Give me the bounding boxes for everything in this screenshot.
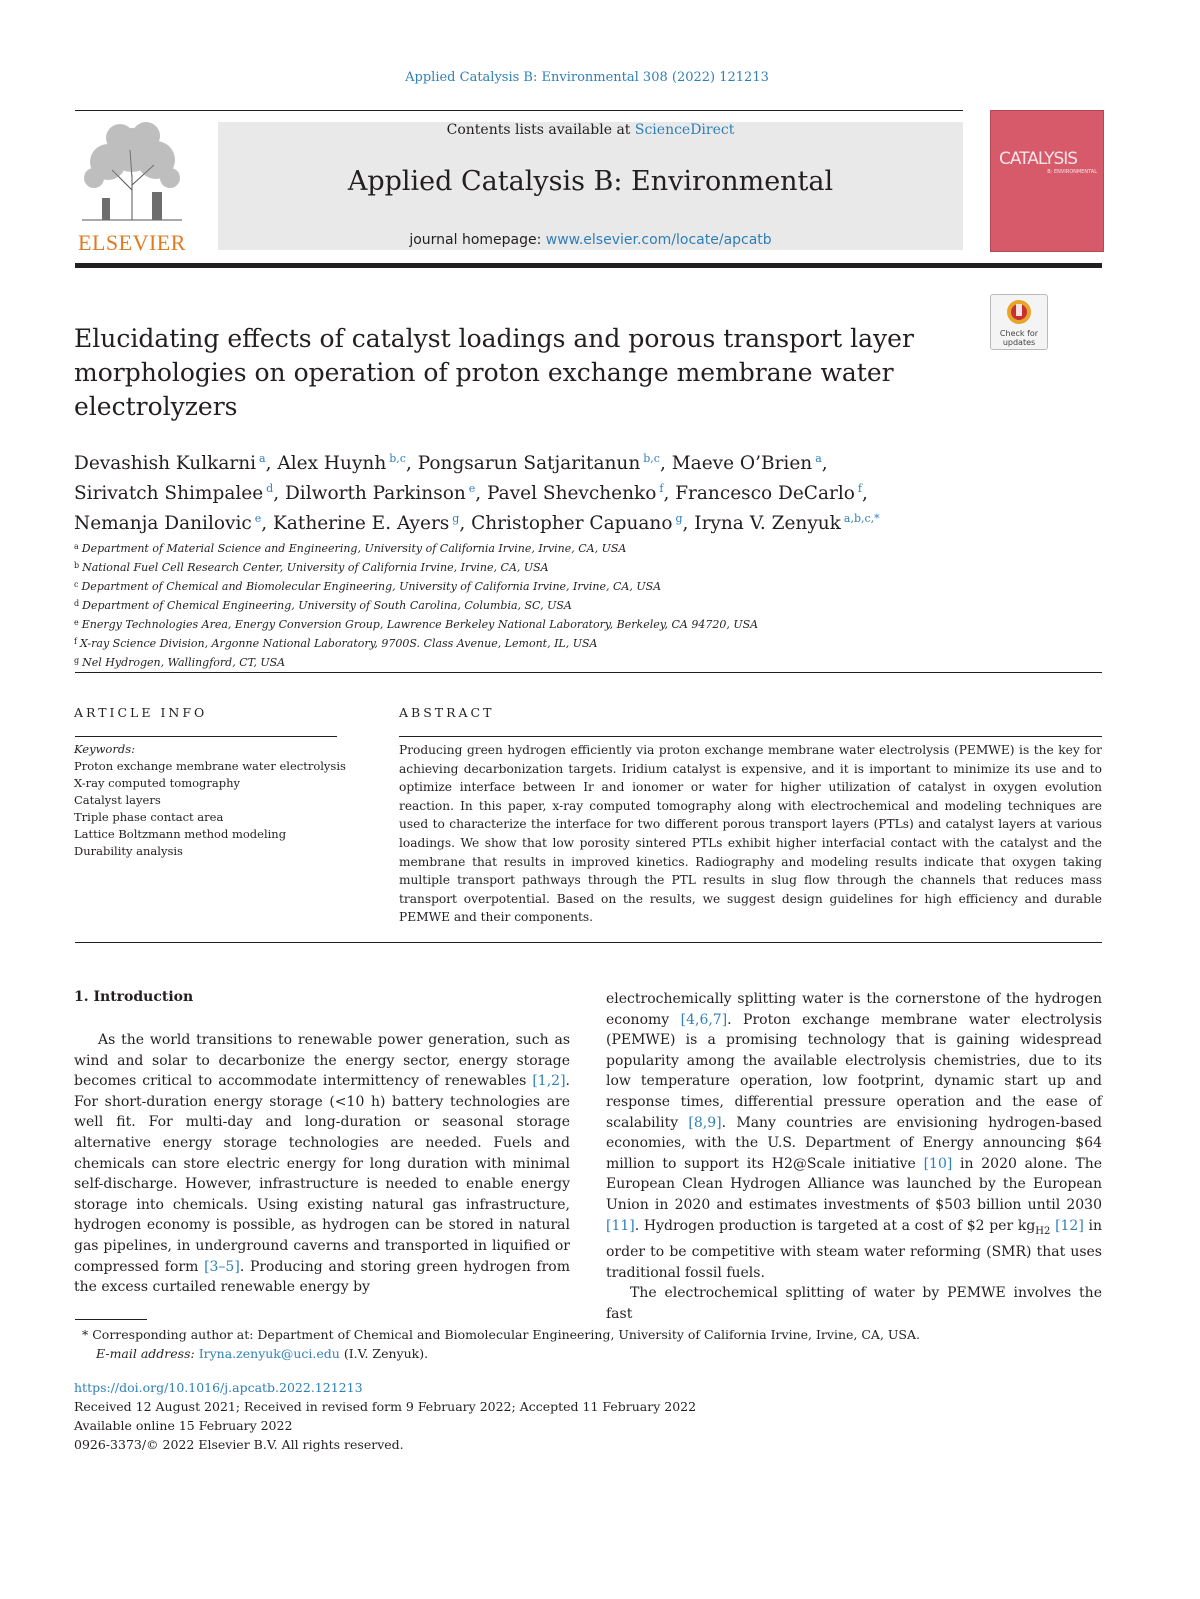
author-affiliation-marker[interactable]: g — [452, 512, 460, 526]
homepage-line — [218, 232, 963, 248]
homepage-prefix: journal homepage: — [409, 232, 546, 248]
author-separator: , — [261, 513, 274, 535]
intro-paragraph-1: As the world transitions to renewable power generation, such as wind and solar to decarbonize the energy sector, energy storage becomes critical to accommodate intermittency of renewables [1,2]. For short-duration energy storage (<10 h) battery technologies are well fit. For multi-day and long-duration or seasonal storage alternative energy storage technologies are needed. Fuels and chemicals can store electric energy for long duration with minimal self-discharge. However, infrastructure is needed to enable energy storage into chemicals. Using existing natural gas infrastructure, hydrogen economy is possible, as hydrogen can be stored in natural gas pipelines, in underground caverns and transported in liquified or compressed form [3–5]. Producing and storing green hydrogen from the excess curtailed renewable energy by — [74, 1032, 570, 1296]
available-online-date: Available online 15 February 2022 — [74, 1418, 293, 1433]
author-name[interactable]: Pongsarun Satjaritanun — [417, 453, 641, 475]
introduction-heading: 1. Introduction — [74, 989, 194, 1005]
author-name[interactable]: Devashish Kulkarni — [74, 453, 257, 475]
journal-title: Applied Catalysis B: Environmental — [347, 166, 834, 197]
citation-link[interactable]: [11] — [606, 1217, 635, 1234]
cover-title: CATALYSIS — [999, 149, 1078, 169]
author-affiliation-marker[interactable]: e — [468, 482, 476, 496]
email-line — [82, 1344, 1082, 1363]
author-affiliation-marker[interactable]: b,c — [643, 452, 660, 465]
author-separator: , — [821, 453, 828, 475]
keyword-list — [74, 758, 346, 860]
affiliation-item — [74, 595, 974, 614]
author-name[interactable]: Katherine E. Ayers — [273, 513, 450, 535]
affiliation-item — [74, 614, 974, 633]
author-affiliation-marker[interactable]: f — [857, 482, 862, 496]
citation-link[interactable]: [12] — [1055, 1217, 1084, 1234]
keyword-item: Proton exchange membrane water electrolysis — [74, 759, 346, 773]
affiliation-item — [74, 652, 974, 671]
affiliation-text: X-ray Science Division, Argonne National Laboratory, 9700S. Class Avenue, Lemont, IL, USA — [79, 637, 598, 650]
citation-link[interactable]: [4,6,7] — [680, 1011, 728, 1028]
affiliation-rule — [75, 672, 1102, 673]
footnote-marker: * — [82, 1327, 93, 1342]
contents-line — [218, 122, 963, 138]
author-list — [74, 446, 1074, 536]
intro-paragraph-2: The electrochemical splitting of water by PEMWE involves the fast — [606, 1285, 1102, 1322]
affiliation-letter: e — [74, 618, 79, 627]
author-affiliation-marker[interactable]: f — [659, 482, 664, 496]
citation-link[interactable]: [10] — [923, 1155, 953, 1172]
author-separator: , — [475, 483, 488, 505]
check-updates-label — [991, 329, 1047, 347]
citation-link[interactable]: [3–5] — [204, 1258, 240, 1275]
body-column-right — [606, 989, 1102, 1324]
copyright-line: 0926-3373/© 2022 Elsevier B.V. All rights reserved. — [74, 1437, 404, 1452]
author-separator: , — [273, 483, 285, 505]
keyword-item: Catalyst layers — [74, 793, 161, 807]
author-separator: , — [405, 453, 418, 475]
affiliation-letter: f — [74, 637, 77, 646]
author-affiliation-marker[interactable]: d — [266, 482, 274, 496]
abstract-heading: ABSTRACT — [399, 705, 495, 720]
corresponding-author-line — [82, 1325, 1082, 1344]
author-affiliation-marker[interactable]: a — [259, 452, 266, 465]
affiliation-letter: a — [74, 542, 79, 551]
affiliation-letter: g — [74, 656, 80, 665]
subscript: H2 — [1035, 1225, 1051, 1237]
author-affiliation-marker[interactable]: e — [254, 512, 262, 526]
sciencedirect-link[interactable]: ScienceDirect — [634, 122, 735, 138]
author-name[interactable]: Iryna V. Zenyuk — [694, 513, 841, 535]
author-name[interactable]: Maeve O’Brien — [671, 453, 813, 475]
affiliation-list — [74, 538, 974, 671]
abstract-end-rule — [75, 942, 1102, 943]
cover-subtitle: B: ENVIRONMENTAL — [1047, 169, 1097, 175]
author-name[interactable]: Francesco DeCarlo — [675, 483, 855, 505]
author-separator: , — [265, 453, 278, 475]
citation-link[interactable]: [1,2] — [532, 1073, 566, 1090]
affiliation-letter: b — [74, 561, 80, 570]
journal-masthead — [218, 122, 963, 250]
journal-cover-image[interactable] — [990, 110, 1104, 252]
masthead-rule — [75, 263, 1102, 268]
check-updates-line1: Check for — [999, 329, 1039, 338]
keyword-item: Lattice Boltzmann method modeling — [74, 827, 287, 841]
body-column-left — [74, 1030, 570, 1298]
author-name[interactable]: Dilworth Parkinson — [284, 483, 466, 505]
check-updates-icon — [1005, 298, 1033, 328]
author-name[interactable]: Alex Huynh — [277, 453, 387, 475]
check-updates-line2: updates — [1002, 338, 1036, 347]
author-separator: , — [459, 513, 472, 535]
author-separator: , — [659, 453, 672, 475]
affiliation-text: Department of Chemical Engineering, University of South Carolina, Columbia, SC, USA — [82, 599, 572, 612]
elsevier-wordmark: ELSEVIER — [78, 230, 186, 255]
affiliation-text: Energy Technologies Area, Energy Conversion Group, Lawrence Berkeley National Laboratory, Berkeley, CA 94720, USA — [81, 618, 759, 631]
corresponding-author-text: Corresponding author at: Department of Chemical and Biomolecular Engineering, University of California Irvine, Irvine, CA, USA. — [92, 1327, 920, 1342]
article-metadata — [74, 1378, 974, 1454]
author-affiliation-marker[interactable]: a — [815, 452, 822, 465]
affiliation-letter: d — [74, 599, 80, 608]
affiliation-item — [74, 633, 974, 652]
author-name[interactable]: Pavel Shevchenko — [487, 483, 657, 505]
doi-link[interactable]: https://doi.org/10.1016/j.apcatb.2022.121213 — [74, 1380, 363, 1395]
email-suffix: (I.V. Zenyuk). — [339, 1346, 429, 1361]
author-name[interactable]: Christopher Capuano — [471, 513, 673, 535]
author-separator: , — [861, 483, 868, 505]
received-dates: Received 12 August 2021; Received in revised form 9 February 2022; Accepted 11 February 2022 — [74, 1399, 697, 1414]
keyword-item: Triple phase contact area — [74, 810, 224, 824]
check-for-updates-button[interactable] — [990, 294, 1048, 350]
abstract-text: Producing green hydrogen efficiently via proton exchange membrane water electrolysis (PEMWE) is the key for achieving decarbonization targets. Iridium catalyst is expensive, and it is important to minimize its use and to optimize interface between Ir and ionomer or water for higher utilization of catalyst in oxygen evolution reaction. In this paper, x-ray computed tomography along with electrochemical and modeling techniques are used to characterize the interface for two different porous transport layers (PTLs) and catalyst layers at various loadings. We show that low porosity sintered PTLs exhibit higher interfacial contact with the catalyst and the membrane that results in improved kinetics. Radiography and modeling results indicate that oxygen taking multiple transport pathways through the PTL results in slug flow through the channels that reduces mass transport overpotential. Based on the results, we suggest design guidelines for high efficiency and durable PEMWE and their components. — [399, 743, 1102, 925]
journal-homepage-link[interactable]: www.elsevier.com/locate/apcatb — [545, 232, 772, 248]
citation-link[interactable]: [8,9] — [688, 1114, 722, 1131]
keyword-item: Durability analysis — [74, 844, 183, 858]
affiliation-item — [74, 538, 974, 557]
affiliation-text: Department of Chemical and Biomolecular Engineering, University of California Irvine, Irvine, CA, USA — [81, 580, 662, 593]
running-header[interactable]: Applied Catalysis B: Environmental 308 (2022) 121213 — [405, 70, 769, 85]
affiliation-text: Nel Hydrogen, Wallingford, CT, USA — [82, 656, 286, 669]
author-email-link[interactable]: Iryna.zenyuk@uci.edu — [198, 1346, 340, 1361]
affiliation-text: National Fuel Cell Research Center, University of California Irvine, Irvine, CA, USA — [82, 561, 549, 574]
keywords-label: Keywords: — [74, 742, 135, 756]
corresponding-author-footnote — [82, 1325, 1082, 1363]
affiliation-letter: c — [74, 580, 79, 589]
abstract-rule — [399, 736, 1102, 737]
header-rule — [75, 110, 963, 111]
affiliation-item — [74, 576, 974, 595]
contents-prefix: Contents lists available at — [446, 122, 635, 138]
footnote-rule — [75, 1319, 147, 1320]
intro-paragraph-1-continued: electrochemically splitting water is the cornerstone of the hydrogen economy [4,6,7]. Proton exchange membrane water electrolysis (PEMWE) is a promising technology that is gaining widespread popularity among the available electrolysis chemistries, due to its low temperature operation, low footprint, dynamic start up and response times, differential pressure operation and the ease of scalability [8,9]. Many countries are envisioning hydrogen-based economies, with the U.S. Department of Energy announcing $64 million to support its H2@Scale initiative [10] in 2020 alone. The European Clean Hydrogen Alliance was launched by the European Union in 2020 and estimates investments of $503 billion until 2030 [11]. Hydrogen production is targeted at a cost of $2 per $kg_{H2}$ [12] in order to be competitive with steam water reforming (SMR) that uses traditional fossil fuels. — [606, 991, 1103, 1281]
keyword-item: X-ray computed tomography — [74, 776, 241, 790]
author-name[interactable]: Sirivatch Shimpalee — [74, 483, 264, 505]
article-info-heading: ARTICLE INFO — [74, 705, 208, 720]
article-info-rule — [75, 736, 337, 737]
author-affiliation-marker[interactable]: b,c — [389, 452, 406, 465]
affiliation-item — [74, 557, 974, 576]
author-separator: , — [663, 483, 676, 505]
email-label: E-mail address: — [96, 1346, 199, 1361]
article-title: Elucidating effects of catalyst loadings and porous transport layer morphologies on operation of proton exchange membrane water electrolyzers — [74, 324, 914, 421]
author-name[interactable]: Nemanja Danilovic — [74, 513, 252, 535]
author-affiliation-marker[interactable]: a,b,c,* — [843, 512, 880, 526]
author-affiliation-marker[interactable]: g — [675, 512, 683, 526]
author-separator: , — [682, 513, 695, 535]
affiliation-text: Department of Material Science and Engineering, University of California Irvine, Irvine, CA, USA — [81, 542, 627, 555]
